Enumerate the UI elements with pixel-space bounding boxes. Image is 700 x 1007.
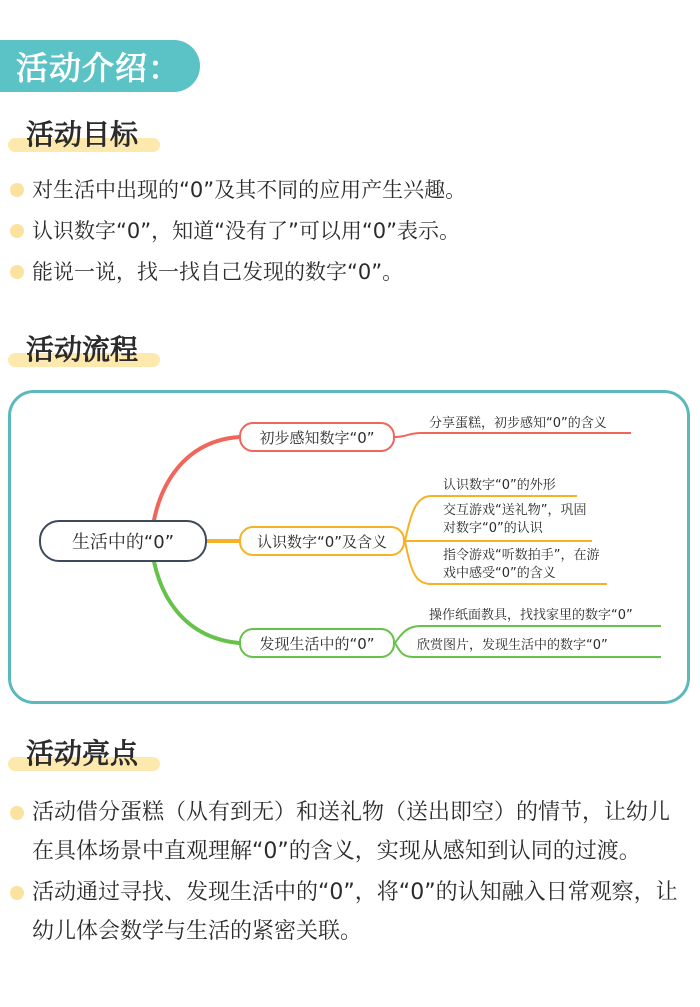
bullet-dot-icon (10, 806, 24, 820)
highlight-text: 活动借分蛋糕（从有到无）和送礼物（送出即空）的情节，让幼儿在具体场景中直观理解“0”的含义，实现从感知到认同的过渡。 (32, 800, 671, 864)
process-mindmap (8, 390, 690, 704)
leaf-clap-game: 指令游戏“听数拍手”，在游戏中感受“0”的含义 (443, 548, 600, 581)
branch-discover-zero: 发现生活中的“0” (239, 628, 395, 658)
leaf-paper-tool: 操作纸面教具，找找家里的数字“0” (429, 608, 633, 623)
goal-text: 对生活中出现的“0”及其不同的应用产生兴趣。 (32, 178, 467, 202)
goals-title: 活动目标 (26, 118, 139, 151)
bullet-dot-icon (10, 265, 24, 279)
highlights-title: 活动亮点 (26, 737, 139, 770)
connector-leaf-1-1 (395, 433, 631, 437)
bullet-dot-icon (10, 224, 24, 238)
bullet-dot-icon (10, 886, 24, 900)
highlight-item (8, 873, 688, 951)
goal-text: 认识数字“0”，知道“没有了”可以用“0”表示。 (32, 219, 460, 243)
highlights-list (8, 793, 688, 951)
intro-banner (0, 40, 200, 92)
leaf-zero-shape: 认识数字“0”的外形 (443, 478, 556, 493)
bullet-dot-icon (10, 183, 24, 197)
goals-list (8, 176, 466, 299)
highlight-item (8, 793, 688, 871)
leaf-gift-game: 交互游戏“送礼物”，巩固对数字“0”的认识 (443, 503, 587, 536)
goal-item (8, 258, 466, 299)
mindmap-root: 生活中的“0” (39, 520, 207, 562)
process-title: 活动流程 (26, 333, 139, 366)
goal-item (8, 176, 466, 217)
branch-initial-perception: 初步感知数字“0” (239, 422, 395, 452)
leaf-pictures: 欣赏图片，发现生活中的数字“0” (417, 638, 608, 653)
branch-recognize-zero: 认识数字“0”及含义 (239, 526, 405, 556)
intro-banner-title: 活动介绍： (16, 49, 182, 87)
goal-item (8, 217, 466, 258)
leaf-share-cake: 分享蛋糕，初步感知“0”的含义 (429, 416, 607, 431)
goal-text: 能说一说，找一找自己发现的数字“0”。 (32, 260, 404, 284)
highlight-text: 活动通过寻找、发现生活中的“0”，将“0”的认知融入日常观察，让幼儿体会数学与生活的紧密关联。 (32, 880, 678, 944)
